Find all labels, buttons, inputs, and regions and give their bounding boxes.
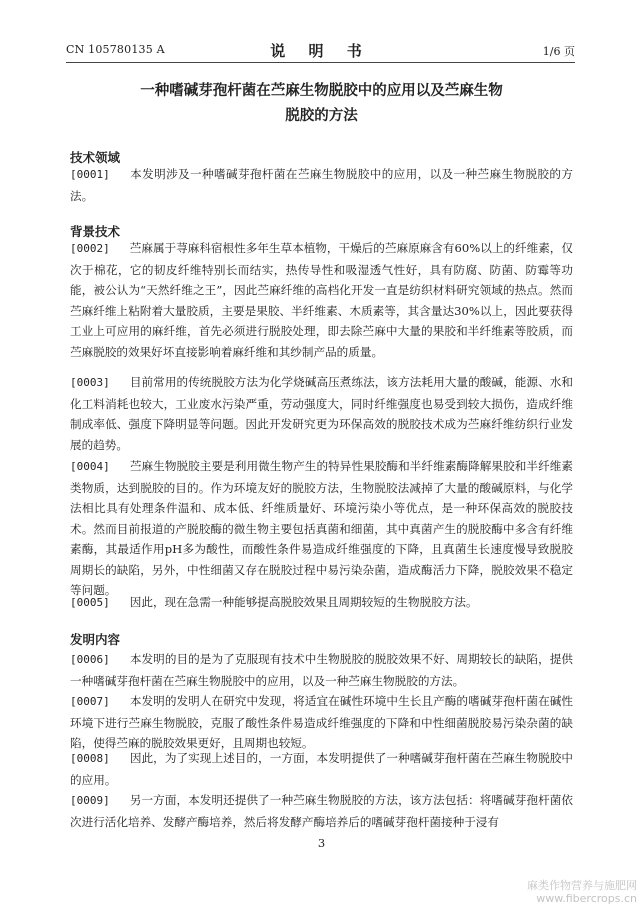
paragraph-number: [0002] (70, 242, 110, 255)
document-title (70, 79, 573, 129)
section-title: 说 明 书 (270, 42, 371, 60)
paragraph-text: 目前常用的传统脱胶方法为化学烧碱高压煮练法，该方法耗用大量的酸碱，能源、水和化工料消耗也较大，工业废水污染严重，劳动强度大，同时纤维强度也易受到较大损伤，造成纤维制成率低、强度下降明显等问题。因此开发研究更为环保高效的脱胶技术成为苎麻纤维纺织行业发展的趋势。 (70, 375, 573, 452)
paragraph-0004 (70, 456, 573, 600)
site-watermark (527, 879, 637, 905)
paragraph-number: [0001] (70, 168, 110, 181)
paragraph-0002 (70, 238, 573, 362)
watermark-site-name: 麻类作物营养与施肥网 (527, 879, 637, 892)
paragraph-0001 (70, 164, 573, 206)
title-line-1: 一种嗜碱芽孢杆菌在苎麻生物脱胶中的应用以及苎麻生物 (140, 83, 503, 99)
paragraph-0006 (70, 649, 573, 691)
page-indicator: 1/6 页 (542, 45, 575, 58)
paragraph-number: [0008] (70, 752, 110, 765)
paragraph-0009 (70, 790, 573, 832)
paragraph-text: 本发明的发明人在研究中发现，将适宜在碱性环境中生长且产酶的嗜碱芽孢杆菌在碱性环境下进行苎麻生物脱胶，克服了酸性条件易造成纤维强度的下降和中性细菌脱胶易污染杂菌的缺陷，使得苎麻的脱胶效果更好，且周期也较短。 (70, 694, 573, 750)
page-number: 3 (317, 836, 326, 850)
paragraph-0003 (70, 372, 573, 455)
paragraph-number: [0006] (70, 653, 110, 666)
section-heading-background: 背景技术 (70, 224, 121, 239)
paragraph-0005 (70, 592, 573, 613)
paragraph-number: [0004] (70, 460, 110, 473)
paragraph-text: 本发明涉及一种嗜碱芽孢杆菌在苎麻生物脱胶中的应用，以及一种苎麻生物脱胶的方法。 (70, 167, 573, 203)
paragraph-number: [0009] (70, 794, 110, 807)
paragraph-number: [0005] (70, 596, 110, 609)
paragraph-0007 (70, 691, 573, 753)
paragraph-text: 因此，为了实现上述目的，一方面，本发明提供了一种嗜碱芽孢杆菌在苎麻生物脱胶中的应用。 (70, 751, 573, 787)
paragraph-text: 另一方面，本发明还提供了一种苎麻生物脱胶的方法，该方法包括：将嗜碱芽孢杆菌依次进行活化培养、发酵产酶培养，然后将发酵产酶培养后的嗜碱芽孢杆菌接种于浸有 (70, 793, 573, 829)
patent-number: CN 105780135 A (66, 43, 165, 56)
paragraph-text: 苎麻属于荨麻科宿根性多年生草本植物，干燥后的苎麻原麻含有60%以上的纤维素，仅次于棉花，它的韧皮纤维特别长而结实，热传导性和吸湿透气性好，具有防腐、防菌、防霉等功能，被公认为“天然纤维之王”，因此苎麻纤维的高档化开发一直是纺织材料研究领域的热点。然而苎麻纤维上粘附着大量胶质，主要是果胶、半纤维素、木质素等，其含量达30%以上，因此要获得工业上可应用的麻纤维，首先必须进行脱胶处理，即去除苎麻中大量的果胶和半纤维素等胶质，而苎麻脱胶的效果好坏直接影响着麻纤维和其纱制产品的质量。 (70, 241, 573, 359)
paragraph-0008 (70, 748, 573, 790)
paragraph-number: [0007] (70, 695, 110, 708)
title-line-2: 脱胶的方法 (285, 108, 358, 124)
paragraph-text: 因此，现在急需一种能够提高脱胶效果且周期较短的生物脱胶方法。 (129, 595, 478, 609)
paragraph-text: 本发明的目的是为了克服现有技术中生物脱胶的脱胶效果不好、周期较长的缺陷，提供一种嗜碱芽孢杆菌在苎麻生物脱胶中的应用，以及一种苎麻生物脱胶的方法。 (70, 652, 573, 688)
page-header (66, 40, 575, 62)
header-divider (66, 62, 575, 63)
watermark-url: www.fibercrops.cn (536, 892, 637, 905)
paragraph-number: [0003] (70, 376, 110, 389)
section-heading-technical-field: 技术领域 (70, 150, 121, 165)
section-heading-invention: 发明内容 (70, 632, 121, 647)
paragraph-text: 苎麻生物脱胶主要是利用微生物产生的特异性果胶酶和半纤维素酶降解果胶和半纤维素类物质，达到脱胶的目的。作为环境友好的脱胶方法，生物脱胶法减掉了大量的酸碱原料，与化学法相比具有处理条件温和、成本低、纤维质量好、环境污染小等优点，是一种环保高效的脱胶技术。然而目前报道的产脱胶酶的微生物主要包括真菌和细菌，其中真菌产生的脱胶酶中多含有纤维素酶，其最适作用pH多为酸性，而酸性条件易造成纤维强度的下降，且真菌生长速度慢导致脱胶周期长的缺陷，另外，中性细菌又存在脱胶过程中易污染杂菌，造成酶活力下降，脱胶效果不稳定等问题。 (70, 459, 573, 597)
